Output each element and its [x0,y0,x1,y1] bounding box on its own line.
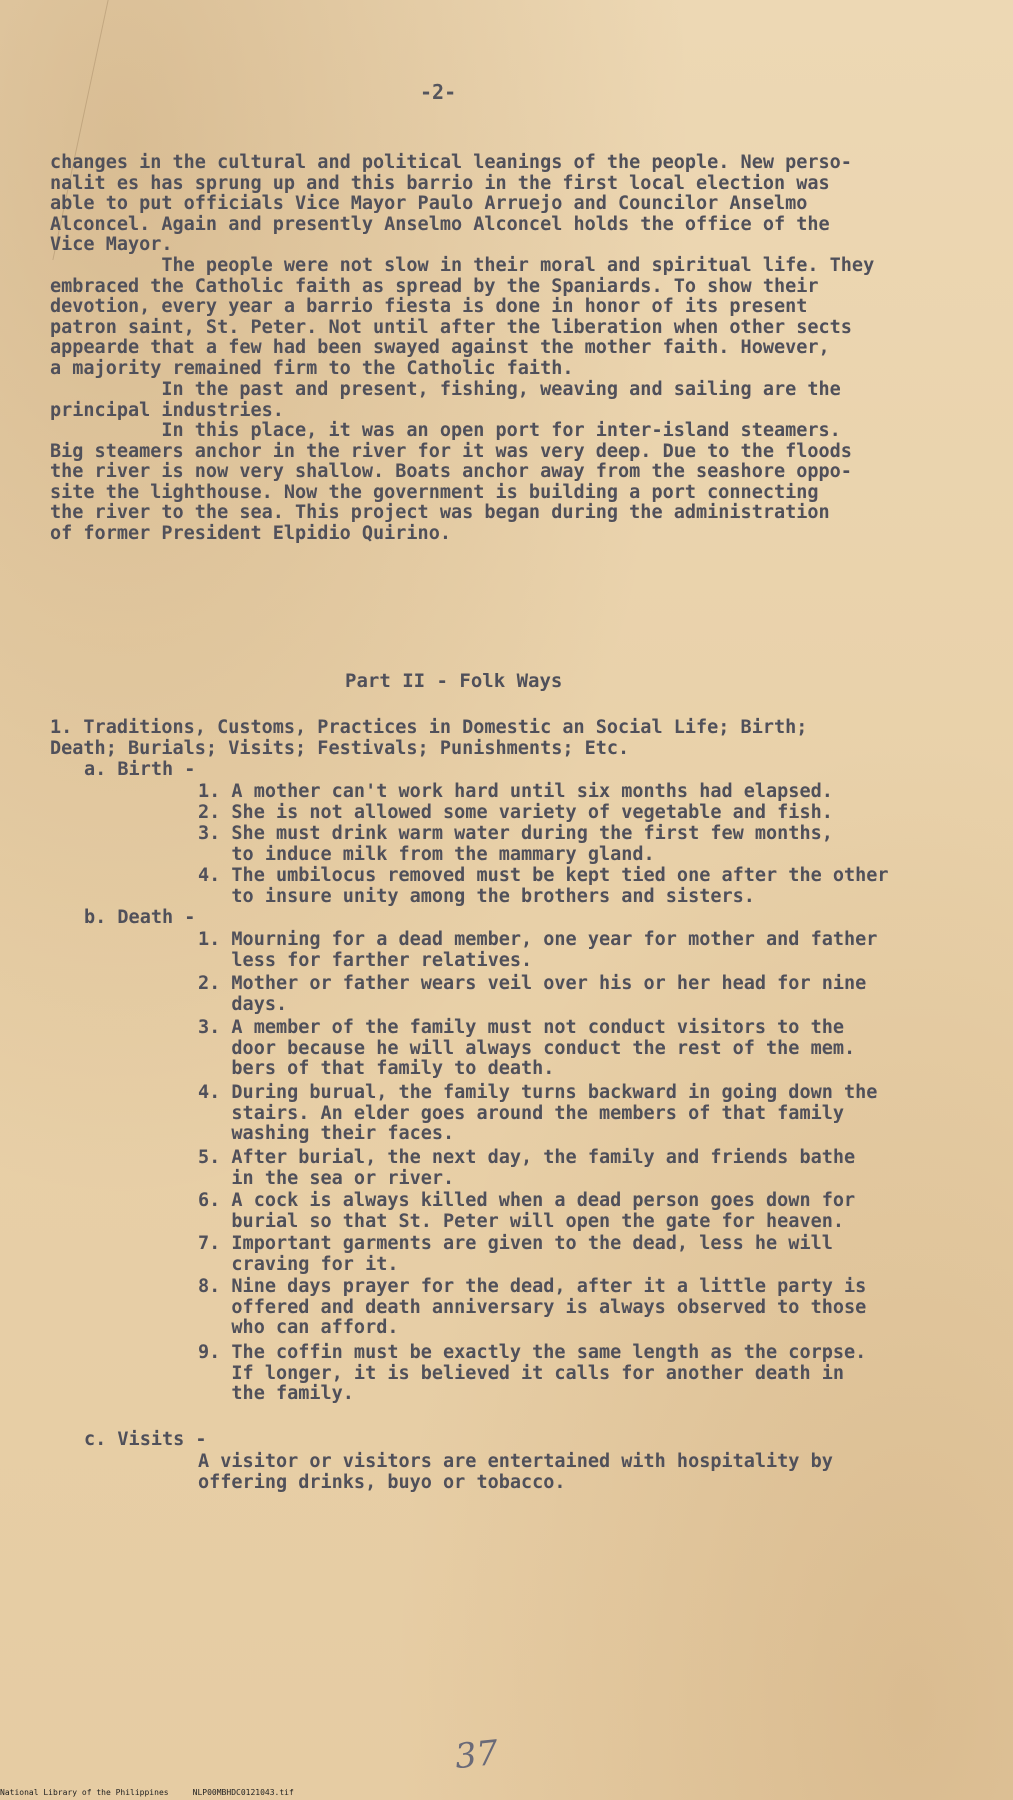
death-item: 2. Mother or father wears veil over his or her head for nine days. [198,973,867,1015]
birth-item: 4. The umbilocus removed must be kept tied one after the other to insure unity among the brothers and sisters. [198,865,889,907]
intro-paragraph-3: In the past and present, fishing, weaving and sailing are the principal industries. [50,379,841,421]
intro-paragraph-4: In this place, it was an open port for inter-island steamers. Big steamers anchor in the river for it was very deep. Due to the floods the river is now very shallow. Boats anchor away from the seashore oppo- site the lighthouse. Now the government is building a port connecting the river to the sea. This project was began during the administration of former President Elpidio Quirino. [50,420,852,544]
death-label: b. Death - [84,907,196,928]
death-item: 9. The coffin must be exactly the same length as the corpse. If longer, it is believed it calls for another death in the family. [198,1342,867,1404]
part-heading: Part II - Folk Ways [345,670,563,692]
visits-label: c. Visits - [84,1429,207,1450]
intro-paragraph-1: changes in the cultural and political leanings of the people. New perso- nalit es has sprung up and this barrio in the first local election was able to put officials Vice Mayor Paulo Arruejo and Councilor Anselmo Alconcel. Again and presently Anselmo Alconcel holds the office of the Vice Mayor. [50,152,852,255]
archive-footer: National Library of the Philippines NLP00MBHDC0121043.tif [0,1788,294,1797]
death-item: 3. A member of the family must not conduct visitors to the door because he will always conduct the rest of the mem. bers of that family to death. [198,1017,856,1079]
death-item: 4. During burual, the family turns backward in going down the stairs. An elder goes around the members of that family washing their faces. [198,1082,878,1144]
birth-label: a. Birth - [84,759,196,780]
death-item: 1. Mourning for a dead member, one year for mother and father less for farther relatives. [198,929,878,971]
page-number: -2- [420,80,457,104]
death-item: 5. After burial, the next day, the family and friends bathe in the sea or river. [198,1147,856,1189]
birth-item: 1. A mother can't work hard until six months had elapsed. [198,781,833,802]
birth-item: 2. She is not allowed some variety of vegetable and fish. [198,802,833,823]
death-item: 8. Nine days prayer for the dead, after it a little party is offered and death anniversary is always observed to those who can afford. [198,1276,867,1338]
intro-paragraph-2: The people were not slow in their moral and spiritual life. They embraced the Catholic faith as spread by the Spaniards. To show their devotion, every year a barrio fiesta is done in honor of its present patron saint, St. Peter. Not until after the liberation when other sects appearde that a few had been swayed against the mother faith. However, a majority remained firm to the Catholic faith. [50,255,875,379]
section-1-title: 1. Traditions, Customs, Practices in Domestic an Social Life; Birth; Death; Burials; Visits; Festivals; Punishments; Etc. [50,717,808,759]
death-item: 6. A cock is always killed when a dead person goes down for burial so that St. Peter will open the gate for heaven. [198,1190,856,1232]
death-item: 7. Important garments are given to the dead, less he will craving for it. [198,1233,833,1275]
handwritten-page-mark: 37 [453,1732,501,1778]
birth-item: 3. She must drink warm water during the first few months, to induce milk from the mammary gland. [198,823,833,865]
visits-text: A visitor or visitors are entertained with hospitality by offering drinks, buyo or tobacco. [198,1451,833,1493]
